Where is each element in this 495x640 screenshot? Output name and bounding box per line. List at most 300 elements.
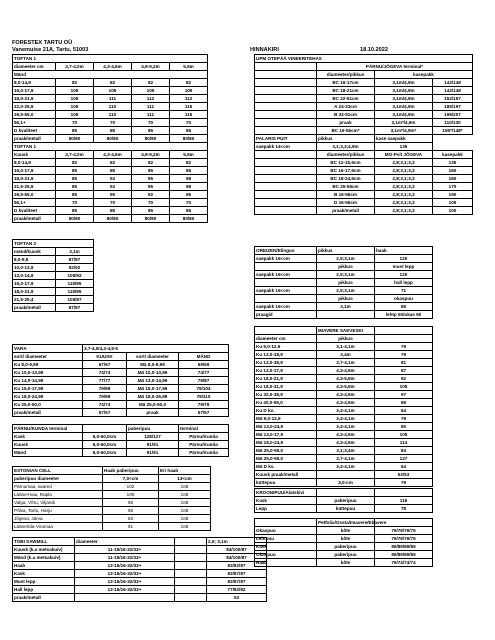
table-cell: Mä 18,0-24,9 <box>255 439 317 447</box>
table-row <box>13 215 208 223</box>
table-cell: 152/157 <box>433 95 473 103</box>
table-cell: 111 <box>94 95 132 103</box>
table-cell: 196/207 <box>433 111 473 119</box>
table-cell: 95 <box>132 183 170 191</box>
table-cell <box>175 570 207 578</box>
table-cell: B 33-51cm <box>317 111 375 119</box>
table-cell: Haab <box>13 562 75 570</box>
company-address: Vanemuise 21A, Tartu, 51003 <box>12 47 89 53</box>
table-row <box>13 570 267 578</box>
table-cell: 18,0-21,9 <box>13 175 56 183</box>
table-cell: 15,0-17,9 <box>13 280 56 288</box>
table-row <box>13 546 267 554</box>
table-cell: 111 <box>132 111 170 119</box>
table-row <box>13 409 229 417</box>
table-cell: saepakk 16<cm <box>255 287 317 295</box>
table-row <box>255 279 433 287</box>
table-cell <box>255 63 317 71</box>
table-cell <box>255 159 317 167</box>
table-cell: pikkus <box>317 335 375 343</box>
table-row <box>13 304 94 312</box>
price-table-palaris <box>254 134 433 151</box>
table-row <box>13 207 208 215</box>
table-cell: Mä D kv. <box>255 463 317 471</box>
table-cell: 2,8;3,1;3,3 <box>375 175 433 183</box>
table-cell: 55,1+ <box>13 199 56 207</box>
table-cell: 2,8;3,1;3,3 <box>375 207 433 215</box>
table-cell: 110 <box>94 103 132 111</box>
table-cell: 100 <box>433 207 473 215</box>
table-cell: Lääne/Ida-Virumaa <box>13 523 103 531</box>
table-cell: pikkus <box>317 295 375 303</box>
table-cell: 4,3-4,6m <box>94 63 132 71</box>
table-cell: 3,1m/4,9m <box>375 79 433 87</box>
table-cell: 6,0-60,0cm <box>83 441 127 449</box>
table-cell: praak/metall <box>13 304 56 312</box>
price-table-toftan2 <box>12 239 94 312</box>
table-cell: 4,9-5,2m <box>132 151 170 159</box>
table-cell: Ku D kv. <box>255 407 317 415</box>
table-cell: Ku 18,0-24,99 <box>13 393 83 401</box>
table-row <box>255 335 433 343</box>
table-cell: 8,0-14,9 <box>13 79 56 87</box>
table-cell: 83 <box>103 515 159 523</box>
table-cell: BC 18-24,9cm <box>317 175 375 183</box>
table-cell: 84 <box>375 447 433 455</box>
table-cell: Mänd <box>13 71 208 79</box>
table-row <box>13 264 94 272</box>
table-cell: 89/89/89/89 <box>375 543 433 551</box>
table-cell: Põlva, Tartu, Harju <box>13 507 103 515</box>
table-cell: 95 <box>103 499 159 507</box>
table-cell: 3,1m/4,9m <box>375 95 433 103</box>
table-row <box>255 87 473 95</box>
table-cell: TOBI SAWMILL <box>13 538 75 546</box>
table-cell: 74/74 <box>83 401 127 409</box>
table-row <box>13 345 229 353</box>
table-row <box>13 79 208 87</box>
table-cell: Kask <box>13 570 75 578</box>
price-table-parnu <box>12 424 229 457</box>
table-row <box>13 491 211 499</box>
table-row <box>255 303 433 311</box>
table-cell: 5,5m <box>170 63 208 71</box>
table-cell: 80/80 <box>94 135 132 143</box>
price-table-estonian <box>12 466 211 531</box>
table-cell: 82 <box>170 79 208 87</box>
table-cell: 79/110 <box>179 393 229 401</box>
table-cell: Ku 40,0-55,0 <box>255 399 317 407</box>
table-cell: 91/91 <box>127 449 179 457</box>
table-cell: 80/80 <box>170 215 208 223</box>
table-cell: 18,0-21,9 <box>13 95 56 103</box>
table-cell: 105 <box>170 87 208 95</box>
table-cell <box>255 119 317 127</box>
table-row <box>255 79 473 87</box>
table-row <box>13 449 229 457</box>
table-row <box>255 103 473 111</box>
table-cell: 82 <box>94 159 132 167</box>
table-cell: 74/74 <box>83 369 127 377</box>
table-row <box>13 467 211 475</box>
table-row <box>13 475 211 483</box>
table-cell: Mä 8,0-9,99 <box>127 361 179 369</box>
table-cell: Must lepp <box>13 578 75 586</box>
table-cell: 81 <box>375 359 433 367</box>
table-cell: 55,1+ <box>13 119 56 127</box>
table-row <box>13 151 208 159</box>
table-cell: 67/67 <box>83 361 127 369</box>
table-cell: Petfolia/Ossta/Imavere/Ebavere <box>318 520 387 525</box>
table-row <box>255 471 433 479</box>
table-cell: 135 <box>375 143 433 151</box>
table-cell: okaspuu <box>375 295 433 303</box>
table-cell: 22,0-25,9 <box>13 103 56 111</box>
table-cell: 3,4-4,1m <box>317 463 375 471</box>
table-row <box>255 95 473 103</box>
table-row <box>255 207 473 215</box>
table-cell: 3,4m <box>317 351 375 359</box>
table-cell <box>255 191 317 199</box>
table-row <box>255 399 433 407</box>
table-cell: 84/100/87 <box>207 554 267 562</box>
table-cell: 70 <box>170 119 208 127</box>
table-cell: 70 <box>94 119 132 127</box>
table-cell: 21,5-25,9 <box>13 183 56 191</box>
table-cell: saepakk 16<cm <box>255 255 317 263</box>
table-cell: Lehtpuu <box>255 535 317 543</box>
company-name: FORESTEX TARTU OÜ <box>12 40 73 46</box>
table-cell: 79/87 <box>179 377 229 385</box>
table-cell: 70 <box>56 119 94 127</box>
table-cell: Pärnu/Kunda <box>179 441 229 449</box>
table-cell <box>255 79 317 87</box>
table-cell: Kuusk <box>13 151 56 159</box>
table-cell: 3,1-4,1m <box>317 343 375 351</box>
table-cell: 115/95 <box>56 280 94 288</box>
table-row <box>13 538 267 546</box>
table-cell: diameeter cm <box>13 63 56 71</box>
table-cell: paberipuu <box>317 543 375 551</box>
table-cell: 98 <box>170 175 208 183</box>
table-cell: 11-15/16-32/33+ <box>75 546 175 554</box>
table-cell: PÄRNU/JÕGEVA terminal* <box>317 63 473 71</box>
table-cell: 13-15/16-32/33+ <box>75 586 175 594</box>
table-row <box>13 586 267 594</box>
table-cell: 110 <box>94 111 132 119</box>
table-cell: 8,0-9,9 <box>13 256 56 264</box>
table-row <box>13 296 94 304</box>
table-cell: 105/92 <box>56 272 94 280</box>
price-table-vara <box>12 344 229 417</box>
table-cell: 13-15/16-32/33+ <box>75 570 175 578</box>
table-cell <box>255 111 317 119</box>
table-cell: 84/100/87 <box>207 546 267 554</box>
table-cell: Mä 25,0-50,0 <box>127 401 179 409</box>
table-cell: 91/91 <box>127 441 179 449</box>
table-cell: 2,8;3,1;3,3 <box>375 191 433 199</box>
table-cell: 95 <box>132 175 170 183</box>
table-cell: 120 <box>375 255 433 263</box>
table-cell: 70 <box>132 119 170 127</box>
table-cell <box>375 489 433 497</box>
table-cell: 3,1;3,4m <box>317 447 375 455</box>
table-cell <box>83 425 127 433</box>
table-row <box>13 103 208 111</box>
price-table-toftan1 <box>12 54 208 223</box>
table-cell: 10,0-13,9 <box>13 264 56 272</box>
table-cell: 82 <box>94 79 132 87</box>
table-row <box>13 515 211 523</box>
table-cell: BC 16-55cm* <box>317 127 375 135</box>
table-cell: pikkus <box>317 279 375 287</box>
table-cell: 15,0-17,9 <box>13 167 56 175</box>
table-cell: 80/80 <box>94 215 132 223</box>
table-cell: praak/metall <box>13 135 56 143</box>
table-cell: 79 <box>375 415 433 423</box>
table-row <box>13 288 94 296</box>
table-row <box>13 353 229 361</box>
table-cell: 2,8;3,1;3,3 <box>375 183 433 191</box>
table-cell: praak <box>317 119 375 127</box>
table-cell: 79/79/79/79 <box>375 535 433 543</box>
table-cell: 69/69 <box>179 361 229 369</box>
table-row <box>255 415 433 423</box>
table-row <box>13 385 229 393</box>
table-cell: 70 <box>94 199 132 207</box>
table-cell: diameeter/pikkus <box>317 151 375 159</box>
table-cell: 4,3-4,6m <box>94 151 132 159</box>
table-cell: 105/87 <box>56 296 94 304</box>
table-row <box>255 391 433 399</box>
table-row <box>255 383 433 391</box>
table-cell: Hall lepp <box>13 586 75 594</box>
table-cell: Kask <box>255 497 317 505</box>
table-cell: küttepuu <box>317 505 375 513</box>
table-row <box>255 535 433 543</box>
table-cell: mänd/kuusk <box>13 248 56 256</box>
table-cell: praak/metall <box>13 409 83 417</box>
table-row <box>13 594 267 602</box>
table-cell: 85 <box>94 167 132 175</box>
table-cell: Kuusk praak/metall <box>255 471 317 479</box>
table-cell <box>255 519 317 527</box>
table-cell: 105 <box>94 87 132 95</box>
table-cell: 15,0-17,9 <box>13 87 56 95</box>
table-cell <box>255 199 317 207</box>
table-cell: 82/82/87 <box>207 562 267 570</box>
table-cell: 4,3-4,9m <box>317 399 375 407</box>
table-cell: hall lepp <box>375 279 433 287</box>
table-cell: 142/148 <box>433 87 473 95</box>
table-row <box>255 255 433 263</box>
table-cell: 2,8;3,1;3,3 <box>375 167 433 175</box>
table-cell: Ku 14,0-14,99 <box>13 377 83 385</box>
table-cell: 85 <box>94 207 132 215</box>
table-cell: Ku 10,0-13,99 <box>13 369 83 377</box>
table-cell: D 16-55cm <box>317 199 375 207</box>
table-cell: 3,1m/4,9m <box>375 111 433 119</box>
table-row <box>255 247 433 255</box>
table-cell: 4,3-4,9m <box>317 391 375 399</box>
table-row <box>13 119 208 127</box>
table-row <box>255 497 433 505</box>
table-row <box>255 343 433 351</box>
table-cell: 70 <box>170 199 208 207</box>
table-cell: haab <box>375 247 433 255</box>
table-row <box>13 393 229 401</box>
table-cell <box>255 103 317 111</box>
table-cell: 21,5-25,4 <box>13 296 56 304</box>
table-cell: 3,7-4,0/4,3-4,6-5 <box>83 345 229 353</box>
table-cell: 2,5;3,1m <box>317 271 375 279</box>
table-row <box>13 554 267 562</box>
table-row <box>255 559 433 567</box>
table-row <box>255 375 433 383</box>
table-cell: 4,3-4,9m <box>317 367 375 375</box>
table-row <box>13 127 208 135</box>
table-cell: 105 <box>375 383 433 391</box>
table-cell <box>175 546 207 554</box>
table-row <box>255 191 473 199</box>
table-row <box>13 369 229 377</box>
table-cell: 108 <box>159 491 211 499</box>
table-cell: 2,5; 3,1m <box>207 538 267 546</box>
table-cell: Mänd <box>13 449 83 457</box>
table-cell: must lepp <box>375 263 433 271</box>
table-cell: B 16-55cm <box>317 191 375 199</box>
table-row <box>255 367 433 375</box>
table-row <box>255 287 433 295</box>
table-cell <box>175 538 207 546</box>
table-row <box>255 135 433 143</box>
table-cell: 160 <box>433 167 473 175</box>
table-cell: 79 <box>375 351 433 359</box>
table-row <box>255 351 433 359</box>
table-cell: 13-15/16-32/33+ <box>75 578 175 586</box>
table-cell: sort/ diameeter <box>127 353 179 361</box>
table-cell <box>317 471 375 479</box>
table-cell: 82 <box>56 159 94 167</box>
table-cell: diameeter cm <box>255 335 317 343</box>
table-row <box>13 483 211 491</box>
table-cell: 18,0-21,9 <box>13 288 56 296</box>
table-cell <box>255 279 317 287</box>
table-cell: 85 <box>132 127 170 135</box>
table-cell: 85 <box>56 127 94 135</box>
table-cell: Kuusk <box>13 441 83 449</box>
table-cell: 85 <box>56 207 94 215</box>
table-cell: 70 <box>132 199 170 207</box>
table-row <box>13 111 208 119</box>
table-cell: 87/87 <box>56 304 94 312</box>
table-row <box>13 183 208 191</box>
table-cell: 4,9-5,2m <box>132 63 170 71</box>
table-row <box>255 183 473 191</box>
table-cell: Mä 13,0-24,9 <box>255 423 317 431</box>
table-row <box>255 199 473 207</box>
table-cell: 80/80 <box>132 135 170 143</box>
table-row <box>13 167 208 175</box>
table-cell: 120 <box>375 271 433 279</box>
table-cell: 3,1;3,3;4,9m <box>317 143 375 151</box>
table-row <box>255 527 433 535</box>
table-row <box>255 263 433 271</box>
table-cell: BC 25-55cm <box>317 183 375 191</box>
table-cell: 105 <box>56 95 94 103</box>
table-row <box>255 159 473 167</box>
table-row <box>13 71 208 79</box>
table-cell: 112 <box>132 95 170 103</box>
table-cell: praak/metall <box>13 594 75 602</box>
table-cell: 118 <box>375 497 433 505</box>
table-cell: 85 <box>170 207 208 215</box>
table-cell: 115 <box>170 111 208 119</box>
table-cell: 115 <box>170 103 208 111</box>
table-cell: 3,4-4,1m <box>317 407 375 415</box>
table-row <box>255 271 433 279</box>
table-row <box>13 523 211 531</box>
table-cell: Mänd (k.a metsakuiv) <box>13 554 75 562</box>
table-cell: 79/89 <box>83 393 127 401</box>
table-cell: 85 <box>94 127 132 135</box>
table-cell: 80/80 <box>56 215 94 223</box>
table-cell: 98 <box>170 183 208 191</box>
table-cell: 105 <box>375 431 433 439</box>
table-cell: 2,8;3,1;3,3 <box>375 199 433 207</box>
table-row <box>13 441 229 449</box>
table-row <box>255 543 433 551</box>
table-cell: 105 <box>56 87 94 95</box>
table-cell: 79 <box>375 479 433 487</box>
table-cell: 80/80 <box>170 135 208 143</box>
table-row <box>13 280 94 288</box>
table-cell: 105 <box>132 87 170 95</box>
table-cell: praak/metall <box>317 207 375 215</box>
table-cell: Lepp <box>255 505 317 513</box>
table-cell: KROONIPUU/Alatskivi <box>255 489 317 497</box>
table-cell: 114 <box>375 439 433 447</box>
price-table-tobi <box>12 537 267 602</box>
table-cell: 108 <box>159 515 211 523</box>
table-row <box>255 463 433 471</box>
table-cell: D kvaliteet <box>13 127 56 135</box>
table-cell: 64 <box>375 407 433 415</box>
table-cell: 110/130 <box>433 119 473 127</box>
table-cell: 79/79 <box>179 401 229 409</box>
price-table-upm <box>254 54 473 135</box>
table-cell: 93 <box>94 183 132 191</box>
table-row <box>13 143 208 151</box>
table-cell: 185/197 <box>433 103 473 111</box>
table-cell: saepakk 16<cm <box>255 303 317 311</box>
table-cell: Kuusk (k.a metsakuiv) <box>13 546 75 554</box>
table-cell: 2,5;3,1m <box>317 255 375 263</box>
table-cell: Mä 18,0-26,99 <box>127 393 179 401</box>
table-cell: Mä 9,0-12,9 <box>255 415 317 423</box>
table-cell: paberipuu <box>317 551 375 559</box>
table-cell: 112 <box>170 95 208 103</box>
table-cell: kasepakk <box>375 71 473 79</box>
table-cell <box>255 167 317 175</box>
table-cell: OREIZEN/Elinguo <box>255 247 317 255</box>
table-row <box>13 175 208 183</box>
table-row <box>13 55 208 63</box>
table-cell: 105 <box>433 199 473 207</box>
table-row <box>13 272 94 280</box>
table-cell: 74/77 <box>179 369 229 377</box>
table-cell: Pärnu/Kunda <box>179 433 229 441</box>
